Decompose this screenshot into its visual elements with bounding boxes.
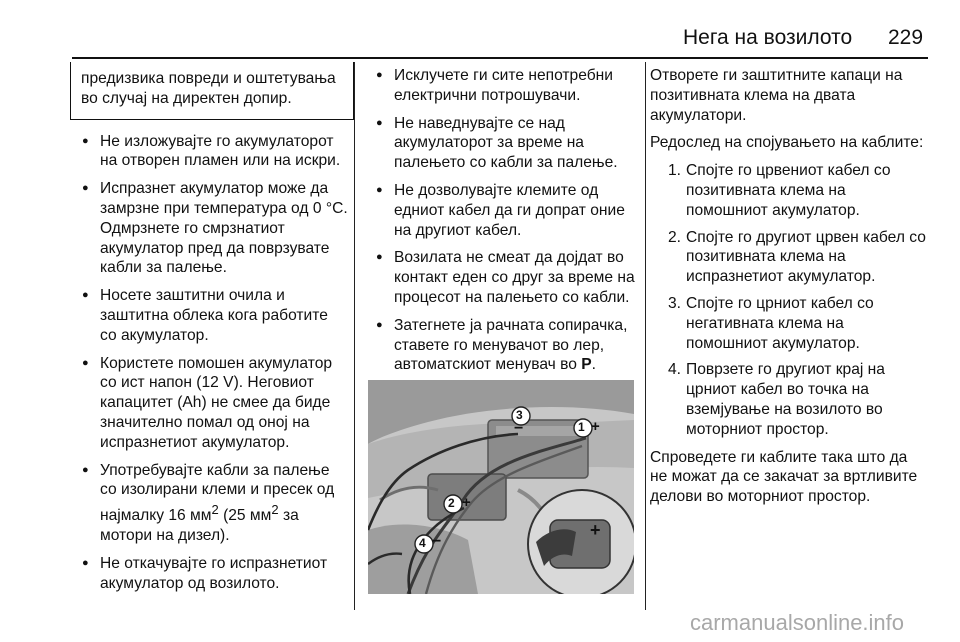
order-heading: Редослед на спојувањето на каблите: — [650, 134, 924, 152]
list-item: ● Не откачувајте го испразнетиот акумулатор од возилото. — [72, 554, 348, 594]
list-item: ● Исклучете ги сите непотребни електрични потрошувачи. — [366, 66, 642, 106]
sign-minus-4: − — [432, 533, 442, 550]
column-3 — [650, 66, 928, 515]
step-item — [650, 294, 928, 353]
sign-plus-2: + — [462, 494, 471, 511]
intro-paragraph: Отворете ги заштитните капаци на позитивната клема на двата акумулатори. — [650, 67, 903, 124]
column-divider-left — [354, 62, 355, 610]
engine-bay-drawing — [368, 380, 634, 594]
list-item: ● Не наведнувајте се над акумулаторот за време на палењето со кабли за палење. — [366, 114, 642, 173]
sign-plus-1: + — [591, 418, 600, 435]
gear-position-p: P — [581, 356, 592, 374]
warning-text: предизвика повреди и оштетувања во случај на директен допир. — [81, 70, 336, 107]
column-2 — [366, 66, 642, 383]
list-item: ● Не дозволувајте клемите од едниот кабел да ги допрат оние на другиот кабел. — [366, 181, 642, 240]
list-item: ● Носете заштитни очила и заштитна облека кога работите со акумулатор. — [72, 286, 348, 345]
running-header-title: Нега на возилото — [683, 26, 853, 49]
step-number: 1. — [668, 162, 682, 180]
cable-spec-text-mid: (25 мм — [218, 507, 272, 525]
callout-1: 1 — [578, 420, 585, 434]
callout-2: 2 — [448, 496, 455, 510]
step-text: Спојте го црниот кабел со негативната клема на помошниот акумулатор. — [686, 294, 874, 352]
watermark: carmanualsonline.info — [690, 610, 905, 635]
list-item — [72, 461, 348, 546]
precaution-list-2 — [366, 66, 642, 375]
callout-4: 4 — [419, 536, 426, 550]
closing-paragraph: Спроведете ги каблите така што да не можат да се закачат за вртливите делови во моторниот простор. — [650, 448, 918, 506]
list-item — [366, 316, 642, 375]
superscript: 2 — [211, 502, 219, 518]
list-item: ● Возилата не смеат да дојдат во контакт еден со друг за време на процесот на палењето со кабли. — [366, 248, 642, 307]
sign-minus-3: − — [514, 420, 524, 437]
step-number: 3. — [668, 294, 682, 312]
step-text: Поврзете го другиот крај на црниот кабел во точка на вземјување на возилото во моторниот простор. — [686, 361, 885, 438]
connection-steps — [650, 161, 928, 439]
list-item: ● Испразнет акумулатор може да замрзне при температура од 0 °C. Одмрзнете го смрзнатиот акумулатор пред да поврзувате кабли за палење. — [72, 179, 348, 278]
precaution-list — [72, 132, 348, 594]
warning-box — [70, 62, 354, 120]
page-number: 229 — [888, 26, 924, 49]
superscript: 2 — [271, 502, 279, 518]
column-divider-right — [645, 62, 646, 610]
period: . — [591, 356, 596, 374]
step-item — [650, 360, 928, 439]
step-text: Спојте го црвениот кабел со позитивната клема на помошниот акумулатор. — [686, 162, 891, 219]
cable-spec-text-end: за мотори на дизел). — [100, 507, 299, 545]
callout-3: 3 — [516, 408, 523, 422]
header-rule — [72, 57, 928, 59]
handbrake-text: Затегнете ја рачната сопирачка, ставете го менувачот во лер, автоматскиот менувач во — [394, 316, 628, 374]
step-text: Спојте го другиот црвен кабел со позитивната клема на испразнетиот акумулатор. — [686, 228, 926, 286]
list-item: ● Користете помошен акумулатор со ист напон (12 V). Неговиот капацитет (Ah) не смее да биде значително помал од оној на испразнетиот акумулатор. — [72, 354, 348, 453]
step-item — [650, 228, 928, 287]
step-item — [650, 161, 928, 220]
column-1 — [72, 62, 348, 602]
step-number: 2. — [668, 228, 682, 246]
engine-bay-illustration — [368, 380, 634, 594]
step-number: 4. — [668, 361, 682, 379]
list-item: ● Не изложувајте го акумулаторот на отворен пламен или на искри. — [72, 132, 348, 172]
inset-plus-sign: + — [590, 520, 601, 540]
cable-spec-text: Употребувајте кабли за палење со изолирани клеми и пресек од најмалку 16 мм — [100, 461, 335, 525]
